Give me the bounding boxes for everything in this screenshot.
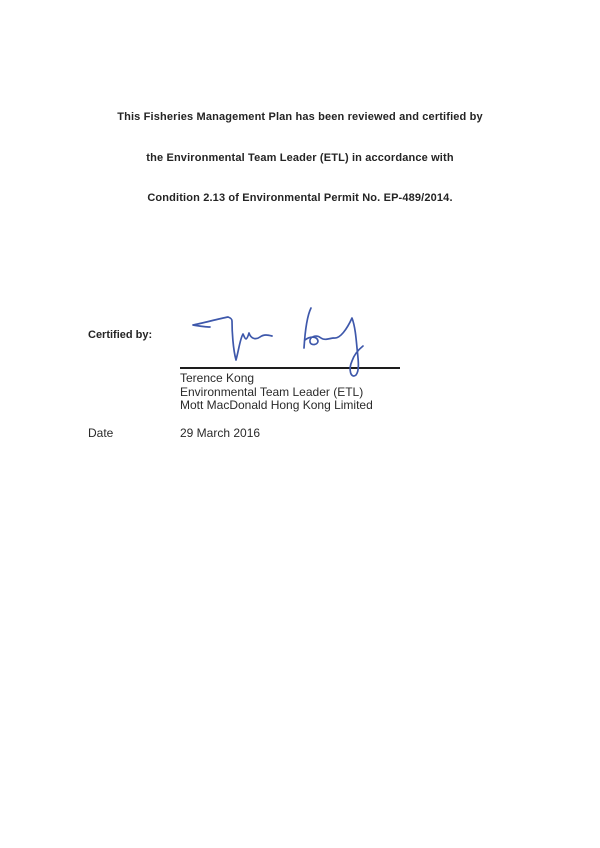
signatory-title: Environmental Team Leader (ETL)	[180, 384, 364, 399]
signatory-name: Terence Kong	[180, 371, 255, 385]
signatory-company: Mott MacDonald Hong Kong Limited	[180, 398, 373, 412]
statement-line-3: Condition 2.13 of Environmental Permit No. EP-489/2014.	[147, 192, 453, 204]
statement-line-1: This Fisheries Management Plan has been reviewed and certified by	[117, 111, 483, 123]
signature-stroke-right	[304, 308, 363, 376]
certified-by-label: Certified by:	[88, 329, 153, 341]
statement-line-2: the Environmental Team Leader (ETL) in accordance with	[146, 152, 454, 164]
signature-stroke-left	[193, 317, 272, 360]
date-value: 29 March 2016	[180, 426, 261, 440]
signature-image	[178, 298, 408, 388]
date-label: Date	[88, 426, 114, 440]
